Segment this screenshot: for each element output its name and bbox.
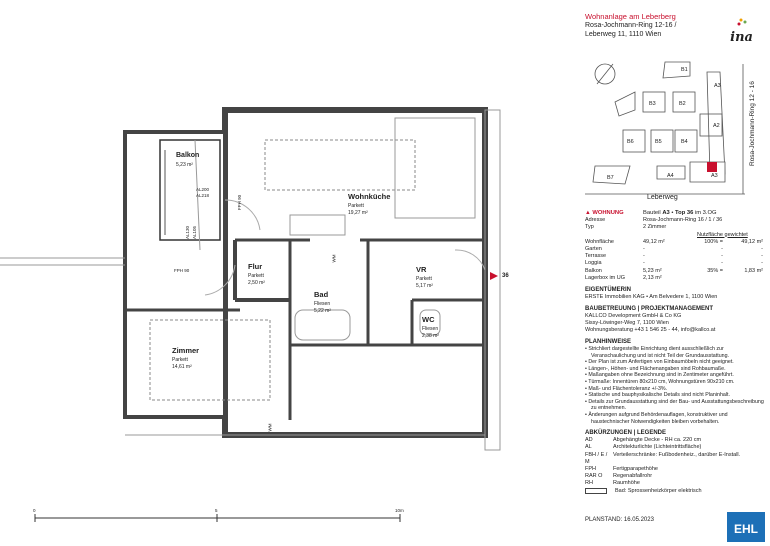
- hinweis-item: • Türmaße: Innentüren 80x210 cm, Wohnungstüren 90x210 cm.: [585, 379, 735, 385]
- weighted-header: Nutzfläche gewichtet: [697, 231, 748, 238]
- map-block-b2: B2: [679, 101, 686, 107]
- hinweis-item: • Details zur Grundausstattung sind der Bau- und Ausstattungsbeschreibung zu entnehmen.: [585, 398, 764, 412]
- eigentuemerin-title: EIGENTÜMERIN: [585, 287, 632, 294]
- betreuung-line-2: Sissy-Löwinger-Weg 7, 1100 Wien: [585, 320, 669, 327]
- area-row: Lagerbox im UG 2,13 m²: [585, 274, 662, 281]
- planstand: PLANSTAND: 16.05.2023: [585, 517, 654, 523]
- area-row: Balkon 5,23 m² 35% = 1,83 m²: [585, 267, 763, 274]
- wohnung-bauteil-label: Bauteil: [643, 210, 661, 216]
- label-wm-1: WM: [331, 254, 337, 263]
- project-address-2: Leberweg 11, 1110 Wien: [585, 31, 662, 38]
- room-bad-name: Bad: [314, 290, 329, 299]
- label-al200: AL200: [196, 187, 210, 192]
- legend-item: AD Abgehängte Decke - RH ca. 220 cm: [585, 437, 702, 444]
- room-wc-area: 2,38 m²: [422, 333, 439, 339]
- typ-label: Typ: [585, 224, 594, 231]
- typ-value: 2 Zimmer: [643, 224, 667, 231]
- adresse-label: Adresse: [585, 217, 606, 224]
- warning-triangle-icon: ▲: [585, 210, 593, 216]
- map-block-b4: B4: [681, 139, 688, 145]
- map-block-b3: B3: [649, 101, 656, 107]
- room-balkon-name: Balkon: [176, 152, 200, 159]
- room-wohnkueche-name: Wohnküche: [348, 192, 391, 201]
- hinweis-item: • Änderungen aufgrund Behördenauflagen, konstruktiver und haustechnischer Notwendigkeiten bleiben vorbehalten.: [585, 411, 728, 425]
- room-zimmer-floor: Parkett: [172, 357, 188, 363]
- betreuung-line-1: KALLCO Development GmbH & Co KG: [585, 313, 682, 320]
- legende-list: [585, 437, 765, 495]
- street-leberweg: Leberweg: [647, 194, 678, 201]
- legend-item: Bad: Sprossenheizkörper elektrisch: [585, 488, 765, 495]
- betreuung-title: BAUBETREUUNG | PROJEKTMANAGEMENT: [585, 306, 714, 313]
- wohnung-top: Top 36: [675, 210, 694, 216]
- eigentuemerin-text: ERSTE Immobilien KAG • Am Belvedere 1, 1100 Wien: [585, 294, 718, 301]
- room-zimmer-area: 14,61 m²: [172, 364, 192, 370]
- room-flur-floor: Parkett: [248, 273, 264, 279]
- map-block-a3-top: A3: [714, 83, 721, 89]
- room-bad-area: 5,22 m²: [314, 308, 331, 314]
- label-al130: AL130: [185, 225, 191, 240]
- label-wm-2: WM: [267, 423, 273, 432]
- project-address-1: Rosa-Jochmann-Ring 12-16 /: [585, 22, 677, 29]
- label-al218: AL218: [196, 193, 210, 198]
- label-fph90-b: FPH 90: [174, 268, 190, 273]
- hinweis-item: • Längen-, Höhen- und Flächenangaben sind Rohbaumaße.: [585, 365, 726, 372]
- room-wohnkueche-area: 19,27 m²: [348, 210, 368, 216]
- legend-item: RAR O Regenabfallrohr: [585, 473, 653, 480]
- hinweise-title: PLANHINWEISE: [585, 339, 632, 346]
- ina-logo: ina: [730, 30, 753, 45]
- room-vr-floor: Parkett: [416, 276, 432, 282]
- room-wc-floor: Fliesen: [422, 326, 439, 332]
- wohnung-title: WOHNUNG: [592, 210, 624, 216]
- door-number: 36: [502, 273, 509, 279]
- area-row: Garten - - -: [585, 246, 763, 253]
- legend-item: FPH Fertigparapethöhe: [585, 465, 658, 472]
- map-block-a4: A4: [667, 173, 674, 179]
- scale-0: 0: [33, 508, 36, 513]
- map-block-b1: B1: [681, 67, 688, 73]
- room-wohnkueche-floor: Parkett: [348, 203, 364, 209]
- scale-10: 10m: [395, 508, 404, 513]
- room-bad-floor: Fliesen: [314, 301, 331, 307]
- area-row: Wohnfläche 49,12 m² 100% = 49,12 m²: [585, 238, 763, 245]
- map-block-b6: B6: [627, 139, 634, 145]
- room-zimmer-name: Zimmer: [172, 346, 200, 355]
- hinweis-item: • Maß- und Flächentoleranz +/-3%.: [585, 385, 668, 392]
- betreuung-line-3: Wohnungsberatung +43 1 546 25 - 44, info@kallco.at: [585, 327, 716, 334]
- project-title: Wohnanlage am Leberberg: [585, 12, 676, 21]
- room-flur-name: Flur: [248, 262, 263, 271]
- hinweis-item: • Der Plan ist zum Anfertigen von Einbaumöbeln nicht geeignet.: [585, 359, 734, 366]
- room-balkon-area: 5,23 m²: [176, 162, 193, 168]
- heater-icon: [585, 488, 607, 494]
- label-fph90-a: FPH 90: [237, 194, 243, 211]
- hinweise-list: [585, 346, 765, 425]
- info-panel: Wohnanlage am Leberberg Rosa-Jochmann-Ring 12-16 / Leberweg 11, 1110 Wien ina B1 A3 B3 B2 A2 B6 B5 B4 B7 A4 A3 Leberweg Rosa-Jochmann-Ring 12 - 16 ▲ WOHNUNG Bauteil A3 • Top 36 im 3.OG Adresse Rosa-Jochmann-Ring 16 / 1 / 36 Typ 2 Zimmer Nutzfläche gewichtet Wohnfläche 49,12 m² 100% = 49,12 m² Garten - - - Terrasse - - - Loggia - - - Balkon 5,23 m² 35% = 1,83 m² Lagerbox im UG 2,13 m² EIGENTÜMERIN ERSTE Immobilien KAG • Am Belvedere 1, 1100 Wien BAUBETREUUNG | PROJEKTMANAGEMENT KALLCO Development GmbH & Co KG Sissy-Löwinger-Weg 7, 1100 Wien Wohnungsberatung +43 1 546 25 - 44, info@kallco.at PLANHINWEISE • Strichliert dargestellte Einrichtung dient ausschließlich zur Veranschaulichung und ist nicht Teil der Grundausstattung. • Der Plan ist zum Anfertigen von Einbaumöbeln nicht geeignet. • Längen-, Höhen- und Flächenangaben sind Rohbaumaße. • Maßangaben ohne Bezeichnung sind in Zentimeter angeführt. • Türmaße: Innentüren 80x210 cm, Wohnungstüren 90x210 cm. • Maß- und Flächentoleranz +/-3%. • Statische und bauphysikalische Details sind nicht Planinhalt. • Details zur Grundausstattung sind der Bau- und Ausstattungsbeschreibung zu entnehmen. • Änderungen aufgrund Behördenauflagen, konstruktiver und haustechnischer Notwendigkeiten bleiben vorbehalten. ABKÜRZUNGEN | LEGENDE AD Abgehängte Decke - RH ca. 220 cm AL Architekturlichte (Lichteintrittsfläche) FBH / E / M Verteilerschränke: Fußbodenheiz., darüber E-Install. FPH Fertigparapethöhe RAR O Regenabfallrohr RH Raumhöhe Bad: Sprossenheizkörper elektrisch: [585, 12, 764, 494]
- street-rosa-jochmann-ring: Rosa-Jochmann-Ring 12 - 16: [749, 81, 756, 166]
- map-block-a3: A3: [711, 173, 718, 179]
- wohnung-bauteil: A3: [662, 210, 670, 216]
- ehl-logo: EHL: [727, 512, 765, 542]
- room-flur-area: 2,50 m²: [248, 280, 265, 286]
- legend-item: RH Raumhöhe: [585, 480, 640, 487]
- legend-item: AL Architekturlichte (Lichteintrittsfläche): [585, 444, 702, 451]
- hinweis-item: • Strichliert dargestellte Einrichtung dient ausschließlich zur Veranschaulichung und ist nicht Teil der Grundausstattung.: [585, 346, 730, 359]
- hinweis-item: • Maßangaben ohne Bezeichnung sind in Zentimeter angeführt.: [585, 372, 734, 379]
- wohnung-level: im 3.OG: [694, 210, 717, 216]
- area-row: Terrasse - - -: [585, 253, 763, 260]
- room-wc-name: WC: [422, 315, 435, 324]
- scale-5: 5: [215, 508, 218, 513]
- map-block-b5: B5: [655, 139, 662, 145]
- map-block-a2: A2: [713, 123, 720, 129]
- hinweis-item: • Statische und bauphysikalische Details sind nicht Planinhalt.: [585, 392, 730, 399]
- room-vr-name: VR: [416, 265, 427, 274]
- area-row: Loggia - - -: [585, 260, 763, 267]
- map-block-b7: B7: [607, 175, 614, 181]
- room-vr-area: 5,17 m²: [416, 283, 433, 289]
- label-al105: AL105: [192, 225, 198, 240]
- legende-title: ABKÜRZUNGEN | LEGENDE: [585, 430, 667, 437]
- adresse-value: Rosa-Jochmann-Ring 16 / 1 / 36: [643, 217, 723, 224]
- legend-item: FBH / E / M Verteilerschränke: Fußbodenheiz., darüber E-Install.: [585, 451, 741, 465]
